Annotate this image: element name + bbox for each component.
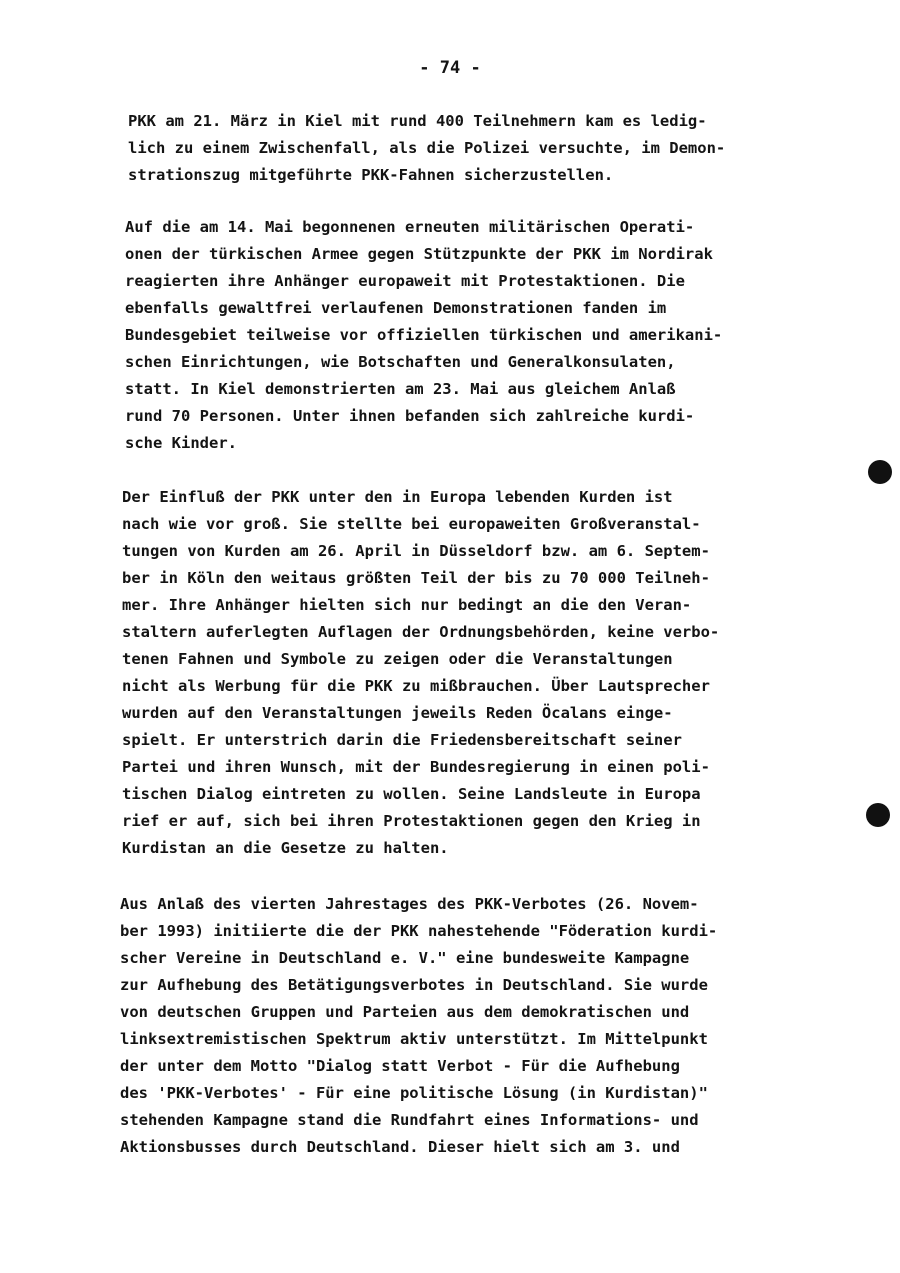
paragraph-campaign: Aus Anlaß des vierten Jahrestages des PKK-Verbotes (26. Novem- ber 1993) initiierte die der PKK nahestehende "Föderation kurdi- scher Vereine in Deutschland e. V." eine bundesweite Kampagne zur Aufhebung des Betätigungsverbotes in Deutschland. Sie wurde von deutschen Gruppen und Parteien aus dem demokratischen und linksextremistischen Spektrum aktiv unterstützt. Im Mittelpunkt der unter dem Motto "Dialog statt Verbot - Für die Aufhebung des 'PKK-Verbotes' - Für eine politische Lösung (in Kurdistan)" stehenden Kampagne stand die Rundfahrt eines Informations- und Aktionsbusses durch Deutschland. Dieser hielt sich am 3. und — [120, 895, 718, 1156]
page-number: - 74 - — [419, 58, 481, 78]
paragraph-pkk-influence: Der Einfluß der PKK unter den in Europa lebenden Kurden ist nach wie vor groß. Sie stellte bei europaweiten Großveranstal- tungen von Kurden am 26. April in Düsseldorf bzw. am 6. Septem- ber in Köln den weitaus größten Teil der bis zu 70 000 Teilneh- mer. Ihre Anhänger hielten sich nur bedingt an die den Veran- staltern auferlegten Auflagen der Ordnungsbehörden, keine verbo- tenen Fahnen und Symbole zu zeigen oder die Veranstaltungen nicht als Werbung für die PKK zu mißbrauchen. Über Lautsprecher wurden auf den Veranstaltungen jeweils Reden Öcalans einge- spielt. Er unterstrich darin die Friedensbereitschaft seiner Partei und ihren Wunsch, mit der Bundesregierung in einen poli- tischen Dialog eintreten zu wollen. Seine Landsleute in Europa rief er auf, sich bei ihren Protestaktionen gegen den Krieg in Kurdistan an die Gesetze zu halten. — [122, 488, 720, 857]
paragraph-kiel-march: PKK am 21. März in Kiel mit rund 400 Teilnehmern kam es ledig- lich zu einem Zwischenfall, als die Polizei versuchte, im Demon- strationszug mitgeführte PKK-Fahnen sicherzustellen. — [128, 112, 726, 184]
margin-bullet-mark — [868, 460, 892, 484]
margin-bullet-mark — [866, 803, 890, 827]
paragraph-protest-actions: Auf die am 14. Mai begonnenen erneuten militärischen Operati- onen der türkischen Armee gegen Stützpunkte der PKK im Nordirak reagierten ihre Anhänger europaweit mit Protestaktionen. Die ebenfalls gewaltfrei verlaufenen Demonstrationen fanden im Bundesgebiet teilweise vor offiziellen türkischen und amerikani- schen Einrichtungen, wie Botschaften und Generalkonsulaten, statt. In Kiel demonstrierten am 23. Mai aus gleichem Anlaß rund 70 Personen. Unter ihnen befanden sich zahlreiche kurdi- sche Kinder. — [125, 218, 723, 452]
